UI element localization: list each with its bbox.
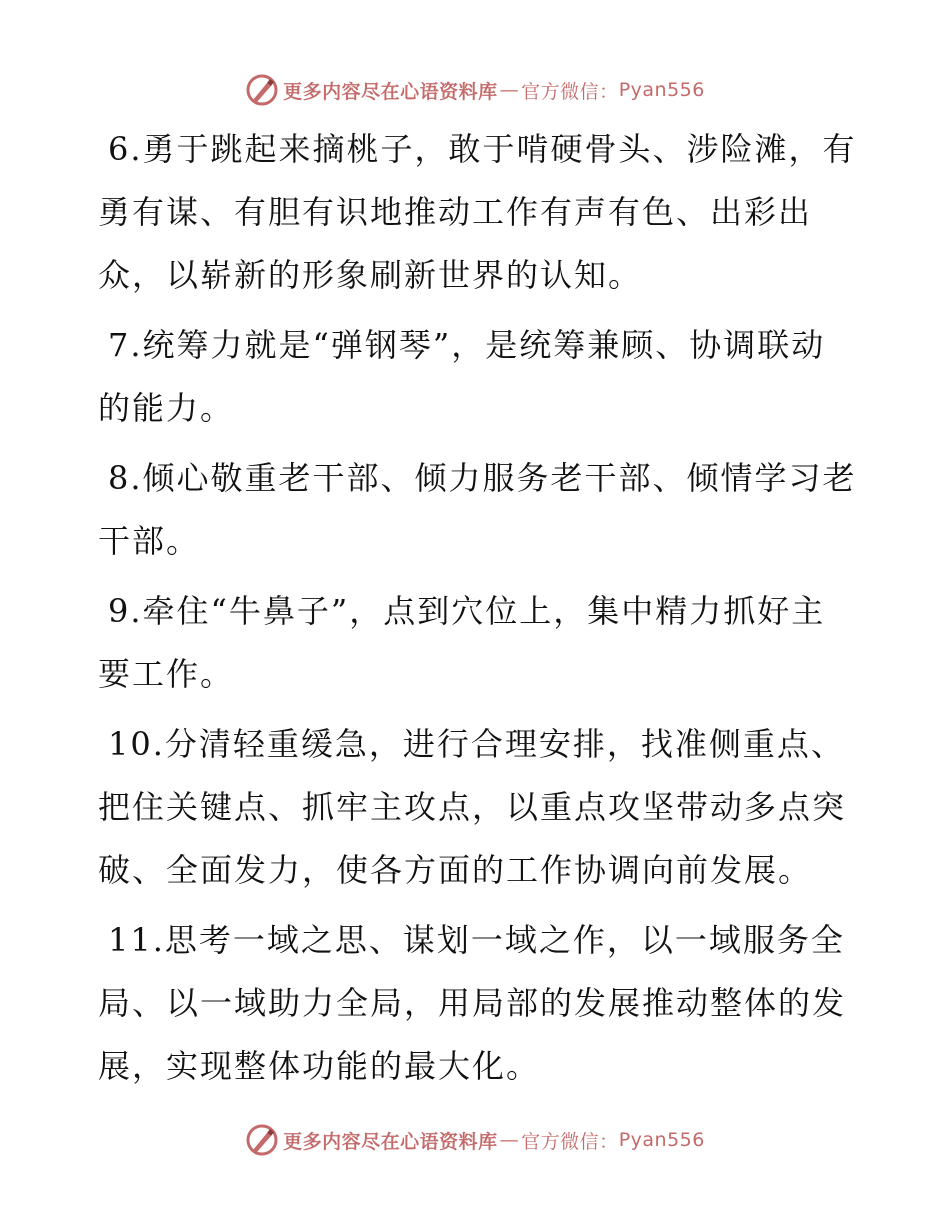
list-item: 7.统筹力就是“弹钢琴”，是统筹兼顾、协调联动的能力。 [98, 326, 826, 427]
list-item: 9.牵住“牛鼻子”，点到穴位上，集中精力抓好主要工作。 [98, 592, 826, 693]
pen-logo-icon [245, 73, 279, 107]
header-watermark [0, 70, 950, 110]
footer-watermark [0, 1120, 950, 1160]
watermark-label: 官方微信： [521, 80, 619, 103]
watermark-wechat-id: Pyan556 [618, 79, 705, 101]
list-item: 6.勇于跳起来摘桃子，敢于啃硬骨头、涉险滩，有勇有谋、有胆有识地推动工作有声有色、出彩出众，以崭新的形象刷新世界的认知。 [98, 130, 857, 294]
list-item: 11.思考一域之思、谋划一域之作，以一域服务全局、以一域助力全局，用局部的发展推动整体的发展，实现整体功能的最大化。 [98, 921, 847, 1085]
watermark-separator: — [499, 79, 520, 101]
document-body [98, 118, 858, 1105]
list-item: 10.分清轻重缓急，进行合理安排，找准侧重点、把住关键点、抓牢主攻点，以重点攻坚带动多点突破、全面发力，使各方面的工作协调向前发展。 [98, 725, 847, 889]
watermark-label: 官方微信： [521, 1130, 619, 1153]
watermark-wechat-id: Pyan556 [618, 1129, 705, 1151]
list-item: 8.倾心敬重老干部、倾力服务老干部、倾情学习老干部。 [98, 459, 857, 560]
watermark-separator: — [499, 1129, 520, 1151]
pen-logo-icon [245, 1123, 279, 1157]
watermark-main-text: 更多内容尽在心语资料库 [283, 80, 498, 103]
watermark-main-text: 更多内容尽在心语资料库 [283, 1130, 498, 1153]
